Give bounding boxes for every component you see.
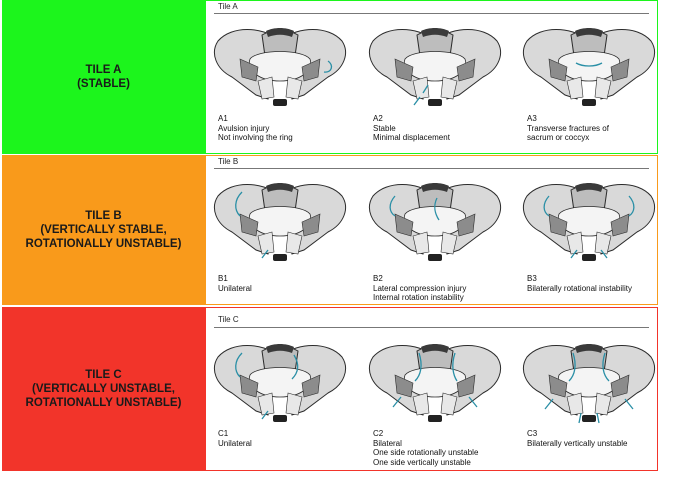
caption-b1-code: B1 xyxy=(218,274,228,283)
tile-b-row xyxy=(2,155,658,305)
tile-c-label-line-2: (VERTICALLY UNSTABLE, xyxy=(32,383,175,395)
fracture-line-3 xyxy=(545,399,553,409)
pubic-symphysis xyxy=(273,254,287,261)
pubic-symphysis xyxy=(428,99,442,106)
tile-b-label xyxy=(2,209,205,251)
caption-c2-line-2: One side rotationally unstable xyxy=(373,448,479,457)
pelvis-figure-c1 xyxy=(210,335,350,431)
tile-c-row xyxy=(2,307,658,471)
caption-a3 xyxy=(527,114,609,143)
pelvis-figure-c2 xyxy=(365,335,505,431)
caption-a2 xyxy=(373,114,450,143)
pelvic-inlet xyxy=(249,52,310,82)
caption-a2-line-1: Stable xyxy=(373,123,396,133)
fracture-line-5 xyxy=(579,413,581,423)
tile-c-label-line-3: ROTATIONALLY UNSTABLE) xyxy=(25,397,182,409)
pelvic-inlet xyxy=(404,368,465,398)
tile-b-divider xyxy=(214,168,649,169)
pelvic-inlet xyxy=(558,207,619,237)
caption-c2 xyxy=(373,429,478,467)
caption-b2-line-1: Lateral compression injury xyxy=(373,283,467,293)
caption-a2-line-2: Minimal displacement xyxy=(373,133,450,142)
pubic-symphysis xyxy=(582,99,596,106)
pelvis-svg-a2 xyxy=(365,19,505,115)
caption-c2-code: C2 xyxy=(373,429,384,438)
pelvis-svg-b3 xyxy=(519,174,659,270)
caption-b3-line-1: Bilaterally rotational instability xyxy=(527,283,632,293)
tile-b-panel xyxy=(205,155,658,305)
fracture-line-6 xyxy=(597,413,599,423)
pelvis-figure-c3 xyxy=(519,335,659,431)
pelvic-inlet xyxy=(249,368,310,398)
caption-a3-code: A3 xyxy=(527,114,537,123)
pelvis-svg-b1 xyxy=(210,174,350,270)
pelvis-figure-b3 xyxy=(519,174,659,270)
pubic-symphysis xyxy=(582,415,596,422)
pelvis-svg-c3 xyxy=(519,335,659,431)
caption-a1-line-1: Avulsion injury xyxy=(218,123,270,133)
tile-a-panel-title: Tile A xyxy=(218,2,238,11)
caption-c1-code: C1 xyxy=(218,429,229,438)
tile-b-panel-title: Tile B xyxy=(218,157,239,166)
caption-a3-line-2: sacrum or coccyx xyxy=(527,133,590,142)
pelvis-svg-c2 xyxy=(365,335,505,431)
tile-a-label-line-1: TILE A xyxy=(85,64,122,76)
caption-b1-line-1: Unilateral xyxy=(218,283,252,293)
fracture-line-4 xyxy=(625,399,633,409)
caption-c3-line-1: Bilaterally vertically unstable xyxy=(527,438,628,448)
tile-c-label xyxy=(2,368,205,410)
pelvis-svg-a1 xyxy=(210,19,350,115)
caption-b3 xyxy=(527,274,632,293)
tile-a-label-line-2: (STABLE) xyxy=(77,78,130,90)
tile-a-panel xyxy=(205,0,658,154)
pubic-symphysis xyxy=(582,254,596,261)
tile-c-label-line-1: TILE C xyxy=(85,369,122,381)
pelvis-svg-c1 xyxy=(210,335,350,431)
caption-a1-code: A1 xyxy=(218,114,228,123)
caption-c2-line-3: One side vertically unstable xyxy=(373,457,471,467)
caption-b1 xyxy=(218,274,252,293)
pelvic-inlet xyxy=(404,52,465,82)
tile-b-label-line-2: (VERTICALLY STABLE, xyxy=(40,224,167,236)
caption-b3-code: B3 xyxy=(527,274,537,283)
caption-a1 xyxy=(218,114,293,143)
caption-a3-line-1: Transverse fractures of xyxy=(527,123,609,133)
tile-b-label-line-1: TILE B xyxy=(85,210,122,222)
pelvic-inlet xyxy=(249,207,310,237)
pubic-symphysis xyxy=(273,99,287,106)
caption-c3 xyxy=(527,429,628,448)
tile-b-label-cell xyxy=(2,155,205,305)
pubic-symphysis xyxy=(428,254,442,261)
tile-c-panel-title: Tile C xyxy=(218,315,239,324)
caption-c2-line-1: Bilateral xyxy=(373,438,402,448)
tile-a-divider xyxy=(214,13,649,14)
pelvis-svg-a3 xyxy=(519,19,659,115)
caption-c3-code: C3 xyxy=(527,429,538,438)
caption-b2 xyxy=(373,274,466,303)
caption-b2-code: B2 xyxy=(373,274,383,283)
pubic-symphysis xyxy=(428,415,442,422)
tile-c-panel xyxy=(205,307,658,471)
caption-c1-line-1: Unilateral xyxy=(218,438,252,448)
pelvic-inlet xyxy=(558,368,619,398)
pelvis-figure-a1 xyxy=(210,19,350,115)
tile-a-label xyxy=(2,63,205,91)
pelvis-figure-a3 xyxy=(519,19,659,115)
tile-c-label-cell xyxy=(2,307,205,471)
pubic-symphysis xyxy=(273,415,287,422)
caption-a1-line-2: Not involving the ring xyxy=(218,133,293,142)
tile-c-divider xyxy=(214,327,649,328)
caption-a2-code: A2 xyxy=(373,114,383,123)
tile-b-label-line-3: ROTATIONALLY UNSTABLE) xyxy=(25,238,182,250)
caption-c1 xyxy=(218,429,252,448)
tile-a-label-cell xyxy=(2,0,205,154)
tile-a-row xyxy=(2,0,658,154)
pelvis-svg-b2 xyxy=(365,174,505,270)
pelvis-figure-b2 xyxy=(365,174,505,270)
pelvis-figure-b1 xyxy=(210,174,350,270)
pelvis-figure-a2 xyxy=(365,19,505,115)
caption-b2-line-2: Internal rotation instability xyxy=(373,293,464,302)
